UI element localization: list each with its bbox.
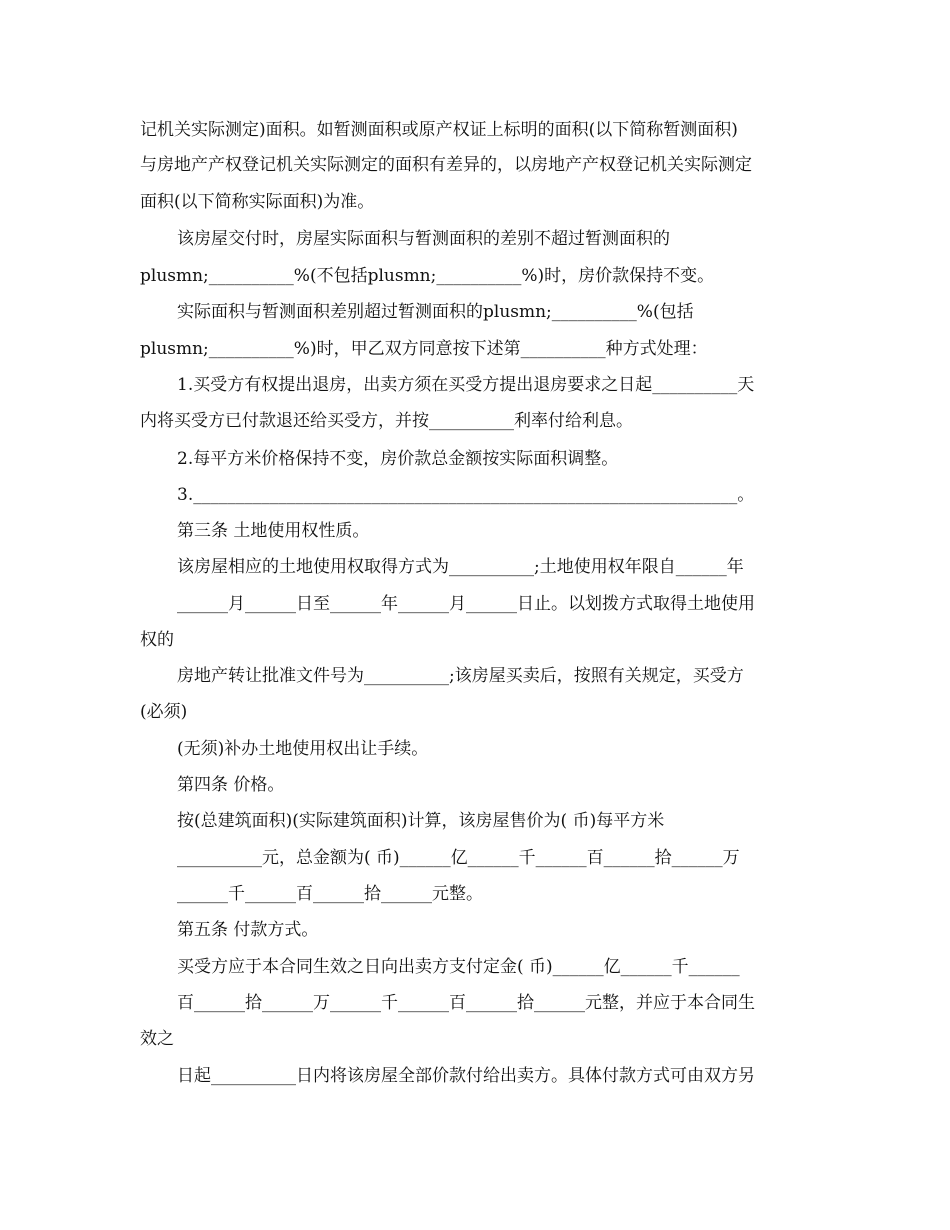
text-line: 百______拾______万______千______百______拾______元整，并应于本合同生: [177, 993, 755, 1013]
text-line: plusmn;__________%)时，甲乙双方同意按下述第__________种方式处理：: [140, 339, 708, 359]
text-line: 该房屋交付时，房屋实际面积与暂测面积的差别不超过暂测面积的: [177, 229, 670, 249]
section-heading: 第四条 价格。: [177, 775, 285, 795]
text-line: 2.每平方米价格保持不变，房价款总金额按实际面积调整。: [177, 449, 619, 469]
text-line: __________元，总金额为( 币)______亿______千______百______拾______万: [177, 848, 740, 868]
text-line: (必须): [140, 702, 188, 722]
text-line: 内将买受方已付款退还给买受方，并按__________利率付给利息。: [140, 411, 633, 431]
text-line: 权的: [140, 630, 174, 650]
text-line: 房地产转让批准文件号为__________;该房屋买卖后，按照有关规定，买受方: [177, 666, 744, 686]
text-line: 记机关实际测定)面积。如暂测面积或原产权证上标明的面积(以下简称暂测面积): [140, 120, 738, 140]
section-heading: 第五条 付款方式。: [177, 920, 319, 940]
text-line: ______月______日至______年______月______日止。以划拨方式取得土地使用: [177, 594, 755, 614]
text-line: 买受方应于本合同生效之日向出卖方支付定金( 币)______亿______千______: [177, 957, 740, 977]
text-line: (无须)补办土地使用权出让手续。: [177, 739, 429, 759]
text-line: 实际面积与暂测面积差别超过暂测面积的plusmn;__________%(包括: [177, 302, 694, 322]
text-line: 与房地产产权登记机关实际测定的面积有差异的，以房地产产权登记机关实际测定: [140, 155, 752, 175]
section-heading: 第三条 土地使用权性质。: [177, 521, 370, 541]
text-line: 面积(以下简称实际面积)为准。: [140, 192, 375, 212]
text-line: ______千______百______拾______元整。: [177, 884, 483, 904]
text-line: 3.________________________________________________________________。: [177, 485, 755, 505]
text-line: 1.买受方有权提出退房，出卖方须在买受方提出退房要求之日起__________天: [177, 375, 755, 395]
text-line: 日起__________日内将该房屋全部价款付给出卖方。具体付款方式可由双方另: [177, 1066, 755, 1086]
text-line: 该房屋相应的土地使用权取得方式为__________;土地使用权年限自______年: [177, 557, 744, 577]
text-line: 按(总建筑面积)(实际建筑面积)计算，该房屋售价为( 币)每平方米: [177, 811, 665, 831]
text-line: 效之: [140, 1029, 174, 1049]
text-line: plusmn;__________%(不包括plusmn;__________%)时，房价款保持不变。: [140, 266, 715, 286]
